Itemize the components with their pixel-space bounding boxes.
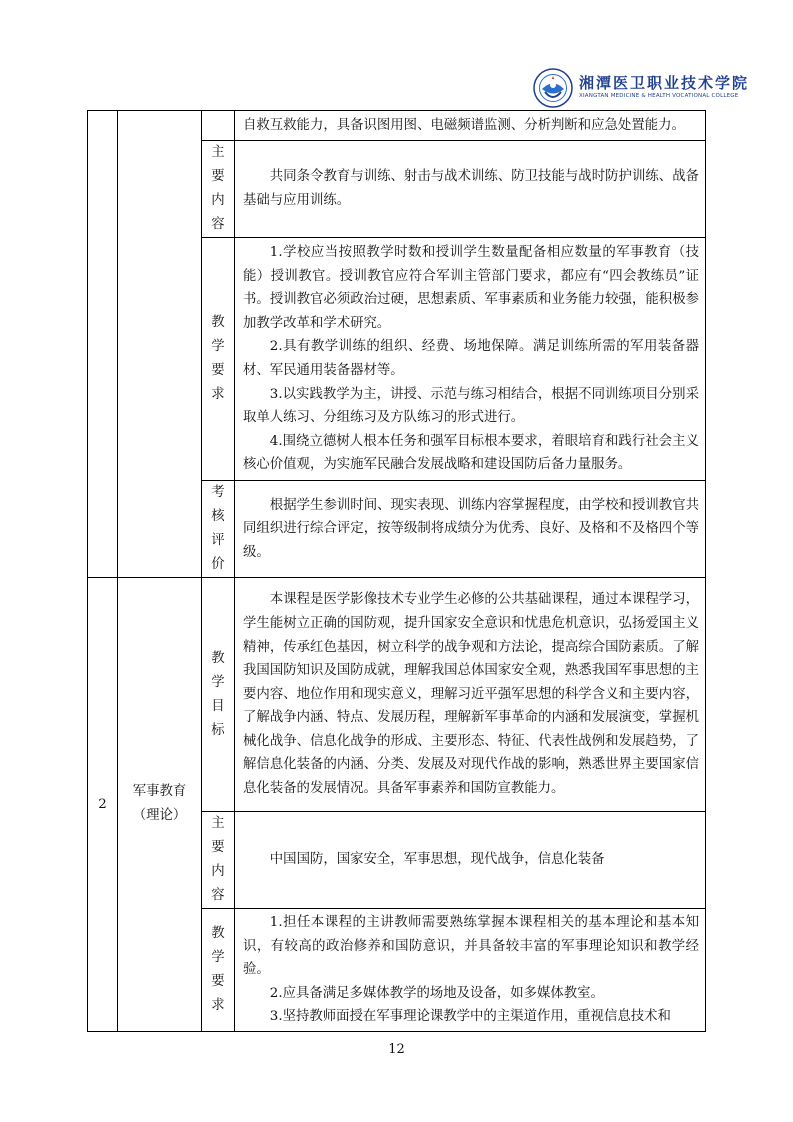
college-emblem-icon (533, 68, 573, 108)
requirements-label (202, 238, 235, 481)
goal-tail-cell (235, 111, 706, 141)
content-cell (235, 141, 706, 238)
evaluation-cell (235, 481, 706, 578)
content-text: 中国国防，国家安全，军事思想，现代战争，信息化装备 (269, 852, 605, 868)
requirement-item: 4.围绕立德树人根本任务和强军目标根本要求，着眼培育和践行社会主义核心价值观，为实施军民融合发展战略和建设国防后备力量服务。 (243, 433, 699, 473)
goal-cell (235, 578, 706, 812)
goal-label (202, 578, 235, 812)
requirement-item: 2.具有教学训练的组织、经费、场地保障。满足训练所需的军用装备器材、军民通用装备器材等。 (243, 339, 699, 378)
goal-label-text: 教学目标 (211, 650, 225, 738)
page-number: 12 (388, 1042, 405, 1057)
requirements-label-text: 教学要求 (211, 925, 225, 1013)
content-label (202, 141, 235, 238)
goal-tail-text: 自救互救能力，具备识图用图、电磁频谱监测、分析判断和应急处置能力。 (243, 117, 685, 133)
table-row (88, 578, 706, 812)
goal-text: 本课程是医学影像技术专业学生必修的公共基础课程，通过本课程学习，学生能树立正确的国防观，提升国家安全意识和忧患危机意识，弘扬爱国主义精神，传承红色基因，树立科学的战争观和方法论，提高综合国防素质。了解我国国防知识及国防成就，理解我国总体国家安全观，熟悉我国军事思想的主要内容、地位作用和现实意义，理解习近平强军思想的科学含义和主要内容，了解战争内涵、特点、发展历程，理解新军事革命的内涵和发展演变，掌握机械化战争、信息化战争的形成、主要形态、特征、代表性战例和发展趋势，了解信息化装备的内涵、分类、发展及对现代作战的影响，熟悉世界主要国家信息化装备的发展情况。具备军事素养和国防宣教能力。 (243, 592, 699, 797)
curriculum-table (87, 110, 706, 1032)
college-logo (533, 68, 750, 110)
college-name-cn: 湘潭医卫职业技术学院 (579, 74, 750, 92)
evaluation-label (202, 481, 235, 578)
course-name-cell (118, 578, 202, 1032)
requirement-item: 2.应具备满足多媒体教学的场地及设备，如多媒体教室。 (269, 985, 604, 1001)
content-label-text: 主要内容 (211, 145, 225, 232)
course-number-cell (88, 111, 118, 578)
course-name-line2: （理论） (132, 808, 187, 824)
course-name-line1: 军事教育 (132, 784, 187, 800)
requirements-cell (235, 909, 706, 1032)
course-number-cell (88, 578, 118, 1032)
content-text: 共同条令教育与训练、射击与战术训练、防卫技能与战时防护训练、战备基础与应用训练。 (243, 169, 699, 208)
course-name-cell (118, 111, 202, 578)
evaluation-label-text: 考核评价 (211, 485, 225, 572)
requirement-item: 1.学校应当按照教学时数和授训学生数量配备相应数量的军事教育（技能）授训教官。授训教官应符合军训主管部门要求，都应有“四会教练员”证书。授训教官必须政治过硬，思想素质、军事素质和业务能力较强，能积极参加教学改革和学术研究。 (243, 245, 699, 331)
table-row (88, 111, 706, 141)
content-label (202, 812, 235, 909)
content-label-text: 主要内容 (211, 816, 225, 903)
requirement-item: 3.以实践教学为主，讲授、示范与练习相结合，根据不同训练项目分别采取单人练习、分组练习及方队练习的形式进行。 (243, 386, 699, 426)
requirement-item: 1.担任本课程的主讲教师需要熟练掌握本课程相关的基本理论和基本知识，有较高的政治修养和国防意识，并具备较丰富的军事理论知识和教学经验。 (243, 915, 699, 978)
requirements-label-text: 教学要求 (211, 315, 225, 402)
requirements-label (202, 909, 235, 1032)
row-label-cell (202, 111, 235, 141)
content-cell (235, 812, 706, 909)
evaluation-text: 根据学生参训时间、现实表现、训练内容掌握程度，由学校和授训教官共同组织进行综合评定，按等级制将成绩分为优秀、良好、及格和不及格四个等级。 (243, 497, 699, 560)
requirement-item: 3.坚持教师面授在军事理论课教学中的主渠道作用，重视信息技术和 (269, 1009, 671, 1025)
requirements-cell (235, 238, 706, 481)
course-number: 2 (98, 796, 107, 812)
college-name-en: XIANGTAN MEDICINE & HEALTH VOCATIONAL COLLEGE (579, 93, 739, 99)
